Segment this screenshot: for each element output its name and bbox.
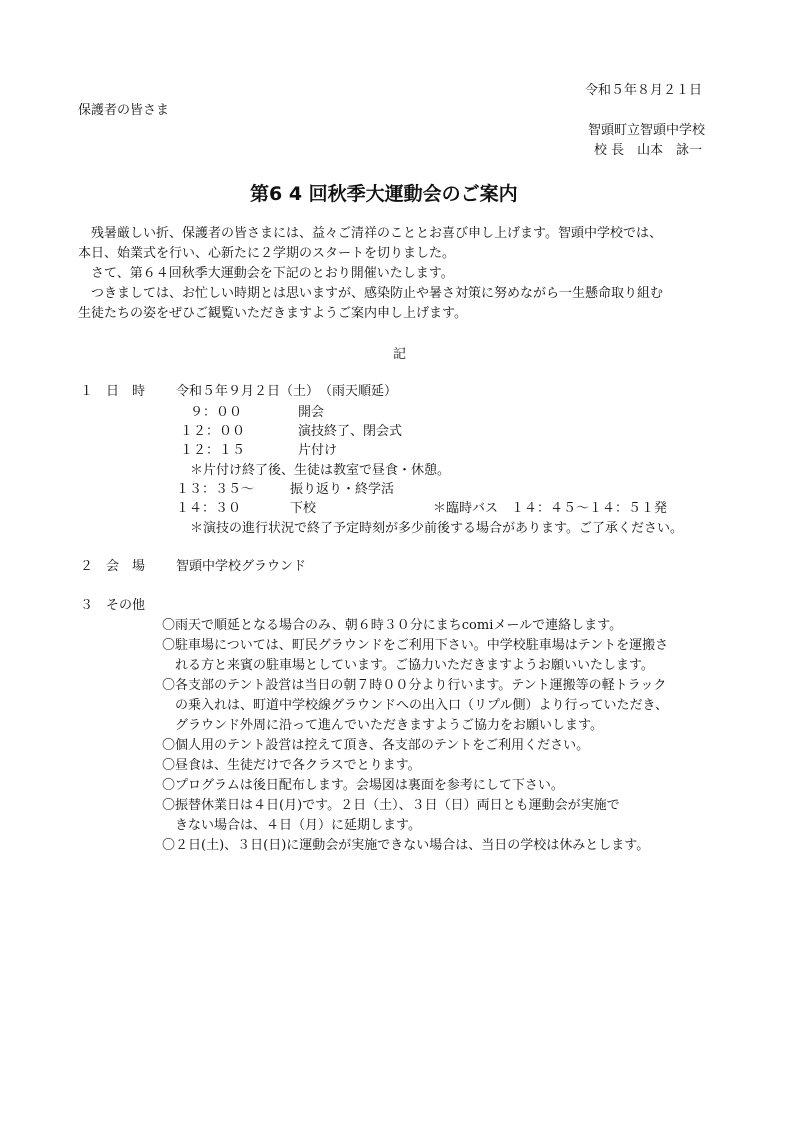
body-line: さて、第６４回秋季大運動会を下記のとおり開催いたします。 — [78, 266, 454, 281]
schedule-time: ９：００ — [190, 405, 243, 420]
sender-name: 校 長 山本 詠一 — [594, 143, 703, 158]
schedule-time: １４：３０ — [176, 501, 242, 516]
schedule-note: ＊片付け終了後、生徒は教室で昼食・休憩。 — [190, 463, 451, 478]
section-label: １ 日 時 — [80, 384, 146, 399]
body-line: 生徒たちの姿をぜひご観覧いただきますようご案内申し上げます。 — [78, 306, 467, 321]
recipient: 保護者の皆さま — [78, 103, 170, 118]
other-line: 〇２日(土)、３日(日)に運動会が実施できない場合は、当日の学校は休みとします。 — [162, 838, 650, 853]
other-line: グラウンド外周に沿って進んでいただきますようご協力をお願いします。 — [162, 718, 603, 733]
sender-org: 智頭町立智頭中学校 — [588, 123, 706, 138]
schedule-note: ＊演技の進行状況で終了予定時刻が多少前後する場合があります。ご了承ください。 — [190, 521, 683, 536]
event-date: 令和５年９月２日（土） （雨天順延） — [176, 384, 398, 399]
schedule-event: 演技終了、閉会式 — [298, 424, 403, 439]
schedule-event: 振り返り・終学活 — [290, 482, 395, 497]
venue-name: 智頭中学校グラウンド — [176, 559, 307, 574]
section-label: ２ 会 場 — [80, 559, 146, 574]
other-line: の乗入れは、町道中学校線グラウンドへの出入口（リプル側）より行っていただき、 — [162, 698, 668, 713]
body-line: つきましては、お忙しい時期とは思いますが、感染防止や暑さ対策に努めながら一生懸命取り組む — [78, 286, 664, 301]
document-date: 令和５年８月２１日 — [585, 83, 703, 98]
other-line: 〇プログラムは後日配布します。会場図は裏面を参考にして下さい。 — [162, 778, 564, 793]
schedule-time: １２：１５ — [180, 443, 246, 458]
other-line: きない場合は、４日（月）に延期します。 — [162, 818, 421, 833]
section-label: ３ その他 — [80, 598, 146, 613]
other-line: 〇個人用のテント設営は控えて頂き、各支部のテントをご利用ください。 — [162, 738, 590, 753]
schedule-event: 開会 — [298, 405, 325, 420]
other-line: れる方と来賓の駐車場としています。ご協力いただきますようお願いいたします。 — [162, 658, 654, 673]
other-line: 〇駐車場については、町民グラウンドをご利用下さい。中学校駐車場はテントを運搬さ — [162, 638, 669, 653]
ki-marker: 記 — [393, 347, 407, 362]
schedule-event: 片付け — [298, 443, 338, 458]
schedule-time: １２：００ — [180, 424, 246, 439]
document-title: 第6 4 回秋季大運動会のご案内 — [250, 183, 518, 205]
schedule-event: 下校 — [290, 501, 317, 516]
other-line: 〇昼食は、生徒だけで各クラスでとります。 — [162, 758, 421, 773]
other-line: 〇雨天で順延となる場合のみ、朝６時３０分にまちcomiメールで連絡します。 — [162, 618, 623, 633]
other-line: 〇各支部のテント設営は当日の朝７時００分より行います。テント運搬等の軽トラック — [162, 678, 667, 693]
other-line: 〇振替休業日は４日(月)です。２日（土）、３日（日）両日とも運動会が実施で — [162, 798, 620, 813]
bus-info: ＊臨時バス １４：４５～１４：５１発 — [433, 501, 668, 516]
body-line: 残暑厳しい折、保護者の皆さまには、益々ご清祥のこととお喜び申し上げます。智頭中学校では、 — [78, 226, 662, 241]
schedule-time: １３：３５～ — [176, 482, 255, 497]
body-line: 本日、始業式を行い、心新たに２学期のスタートを切りました。 — [78, 246, 456, 261]
